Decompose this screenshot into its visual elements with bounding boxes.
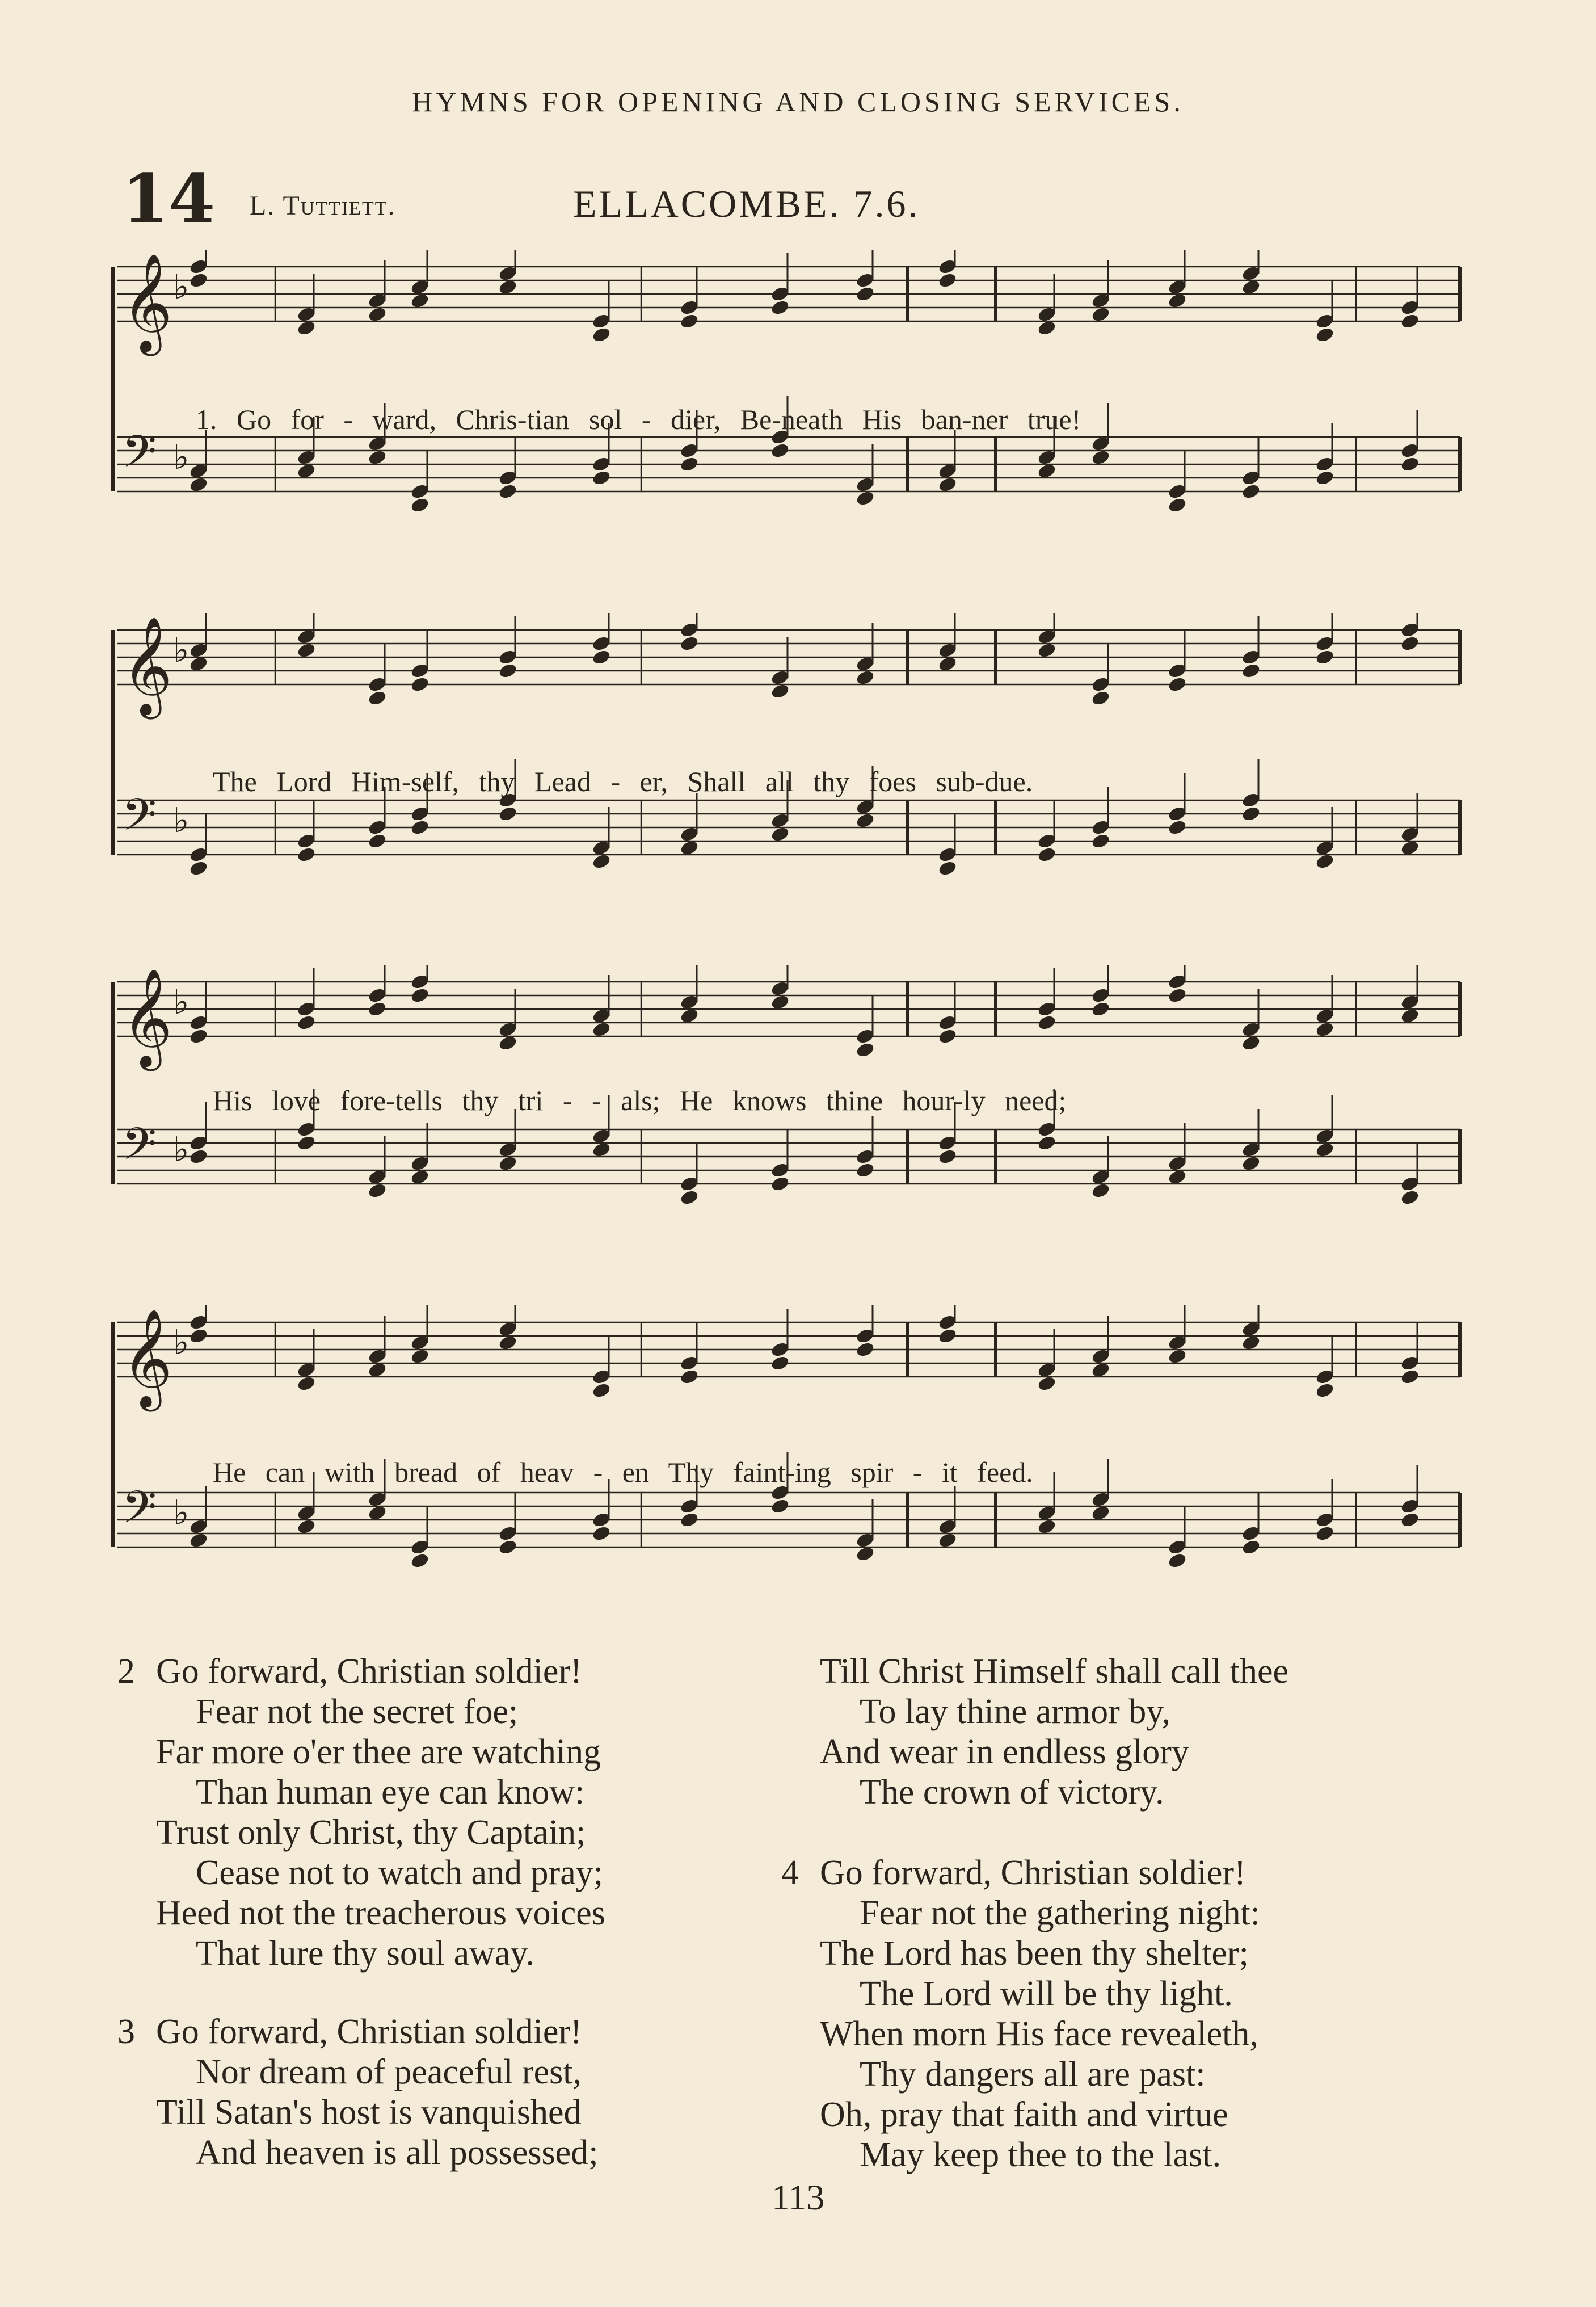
note-head [679,1368,700,1386]
note-head [188,860,209,877]
stanza-line: Heed not the treacherous voices [156,1894,605,1932]
stanza-2 [117,1652,605,1974]
key-signature-icon: ♭ [173,801,190,841]
note-head [367,1001,388,1018]
note-head [410,987,430,1005]
stanza-number: 3 [117,2012,135,2051]
note-head [855,285,875,303]
note-head [1400,635,1420,653]
note-head [188,1148,209,1166]
system-bracket [111,982,115,1184]
stanza-line: Oh, pray that faith and virtue [820,2095,1228,2134]
key-signature-icon: ♭ [173,1493,190,1533]
note-head [188,1327,209,1345]
key-signature-icon: ♭ [173,982,190,1022]
note-head [855,1041,875,1059]
key-signature-icon: ♭ [173,438,190,477]
note-head [591,326,612,344]
stanza-line: Far more o'er thee are watching [156,1733,601,1771]
note-head [679,635,700,653]
note-head [1400,456,1420,473]
note-head [679,1189,700,1207]
note-head [770,299,790,317]
bass-clef-icon: 𝄢 [122,426,157,489]
lyric-text: He can with bread of heav - en Thy faint-ing spir - it feed. [213,1456,1033,1488]
stanza-4 [781,1853,1260,2175]
stanza-line: Thy dangers all are past: [860,2055,1206,2094]
note-head [296,1134,317,1152]
note-head [591,1382,612,1400]
note-head [498,662,518,680]
stanza-line: Than human eye can know: [196,1773,585,1812]
note-head [1400,1511,1420,1529]
running-head: HYMNS FOR OPENING AND CLOSING SERVICES. [412,86,1184,117]
treble-staff [117,613,1460,720]
note-head [410,676,430,694]
note-head [855,1341,875,1359]
note-head [1037,1134,1057,1152]
note-head [1167,1552,1187,1570]
note-head [937,1148,958,1166]
note-head [188,272,209,289]
note-head [367,690,388,707]
note-head [1315,326,1335,344]
treble-staff [117,250,1460,356]
note-head [1315,1382,1335,1400]
stanza-line: Fear not the gathering night: [860,1894,1260,1932]
stanza-line: Go forward, Christian soldier! [820,1854,1246,1892]
note-head [591,1525,612,1543]
note-head [1090,690,1111,707]
note-head [1400,313,1420,330]
stanza-number: 4 [781,1854,799,1892]
treble-staff [117,965,1460,1071]
note-head [1241,805,1261,823]
note-head [1037,846,1057,864]
note-head [498,805,518,823]
stanza-line: Fear not the secret foe; [196,1692,519,1731]
note-head [188,1028,209,1045]
music-system-1 [111,250,1467,556]
system-bracket [111,630,115,855]
lyric-text: 1. Go for - ward, Chris-tian sol - dier, Be-neath His ban-ner true! [196,404,1081,435]
note-head [1315,1525,1335,1543]
lyric-text: The Lord Him-self, thy Lead - er, Shall all thy foes sub-due. [213,766,1033,797]
stanza-line: To lay thine armor by, [860,1692,1170,1731]
key-signature-icon: ♭ [173,267,190,307]
system-bracket [111,267,115,491]
note-head [937,1028,958,1045]
note-head [770,442,790,460]
stanza-line: Till Christ Himself shall call thee [820,1652,1289,1691]
note-head [591,469,612,487]
note-head [1167,987,1187,1005]
stanza-line: And heaven is all possessed; [196,2133,599,2172]
stanza-number: 2 [117,1652,135,1691]
note-head [679,313,700,330]
note-head [1090,1001,1111,1018]
note-head [1167,497,1187,514]
system-bracket [111,1322,115,1547]
key-signature-icon: ♭ [173,1323,190,1363]
page-number: 113 [771,2177,825,2217]
note-head [855,1162,875,1179]
note-head [770,1498,790,1515]
stanza-line: And wear in endless glory [820,1733,1189,1771]
note-head [770,1355,790,1372]
music-system-2 [111,613,1467,919]
note-head [1315,649,1335,666]
stanza-line: Trust only Christ, thy Captain; [156,1813,586,1852]
key-signature-icon: ♭ [173,631,190,670]
note-head [1037,1014,1057,1032]
note-head [1167,819,1187,837]
note-head [1315,469,1335,487]
note-head [498,1539,518,1556]
stanza-3 [117,2012,599,2173]
treble-clef-icon: 𝄞 [122,968,172,1067]
stanza-line: Go forward, Christian soldier! [156,1652,582,1691]
note-head [498,483,518,501]
note-head [937,1327,958,1345]
note-head [1090,833,1111,850]
treble-clef-icon: 𝄞 [122,1309,172,1407]
stanza-line: The crown of victory. [860,1773,1164,1812]
hymn-author: L. Tuttiett. [250,191,396,221]
note-head [770,1175,790,1193]
note-head [410,819,430,837]
hymn-number: 14 [122,159,216,238]
note-head [679,456,700,473]
treble-staff [117,1305,1460,1412]
stanza-line: That lure thy soul away. [196,1934,534,1973]
note-head [367,833,388,850]
stanza-line: When morn His face revealeth, [820,2015,1258,2053]
music-system-4 [111,1305,1467,1612]
lyric-text: His love fore-tells thy tri - - als; He knows thine hour-ly need; [213,1085,1067,1116]
note-head [410,1552,430,1570]
note-head [296,1014,317,1032]
stanza-line: May keep thee to the last. [860,2136,1222,2174]
stanza-line: Nor dream of peaceful rest, [196,2053,582,2091]
stanza-line: Go forward, Christian soldier! [156,2012,582,2051]
music-system-3 [111,965,1467,1260]
stanza-line: The Lord has been thy shelter; [820,1934,1249,1973]
note-head [1241,662,1261,680]
note-head [1400,1368,1420,1386]
tune-name: ELLACOMBE. 7.6. [573,182,920,225]
bass-clef-icon: 𝄢 [122,789,157,852]
note-head [1241,483,1261,501]
note-head [591,649,612,666]
note-head [1400,1189,1420,1207]
stanza-line: Cease not to watch and pray; [196,1854,603,1892]
key-signature-icon: ♭ [173,1130,190,1170]
treble-clef-icon: 𝄞 [122,616,172,715]
note-head [937,860,958,877]
treble-clef-icon: 𝄞 [122,253,172,352]
note-head [1167,676,1187,694]
stanza-3-continued [820,1652,1288,1813]
note-head [410,497,430,514]
bass-clef-icon: 𝄢 [122,1119,157,1181]
note-head [296,846,317,864]
stanza-line: Till Satan's host is vanquished [156,2093,582,2132]
note-head [937,272,958,289]
stanza-line: The Lord will be thy light. [860,1974,1233,2013]
note-head [679,1511,700,1529]
bass-clef-icon: 𝄢 [122,1482,157,1544]
note-head [1241,1539,1261,1556]
